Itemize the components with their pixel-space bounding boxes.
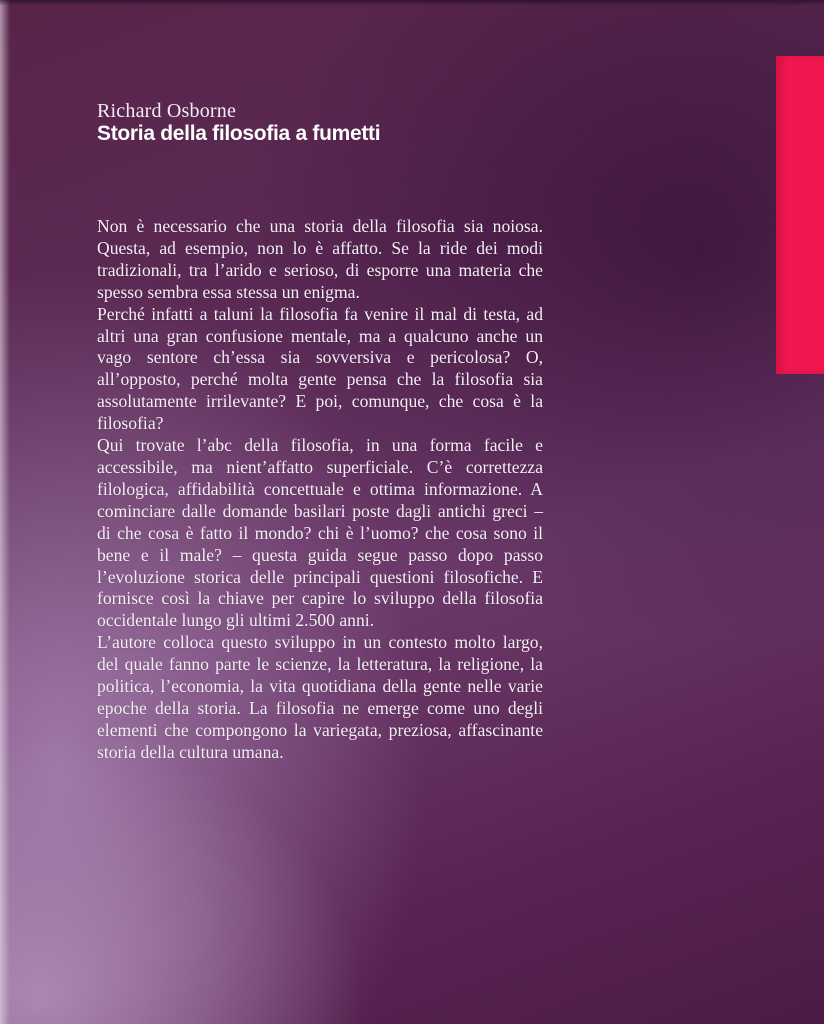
cover-left-edge: [0, 0, 10, 1024]
accent-color-bar: [776, 56, 824, 374]
blurb-paragraph: L’autore colloca questo sviluppo in un contesto molto largo, del quale fanno parte le scienze, la letteratura, la religione, la politica, l’economia, la vita quotidiana della gente nelle varie epoche della storia. La filosofia ne emerge come uno degli elementi che compongono la variegata, preziosa, affascinante storia della cultura umana.: [97, 632, 543, 762]
blurb-paragraph: Non è necessario che una storia della filosofia sia noiosa. Questa, ad esempio, non lo è affatto. Se la ride dei modi tradizionali, tra l’arido e serioso, di esporre una materia che spesso sembra essa stessa un enigma.: [97, 216, 543, 302]
blurb-paragraph: Qui trovate l’abc della filosofia, in una forma facile e accessibile, ma nient’affatto superficiale. C’è correttezza filologica, affidabilità concettuale e ottima informazione. A cominciare dalle domande basilari poste dagli antichi greci – di che cosa è fatto il mondo? chi è l’uomo? che cosa sono il bene e il male? – questa guida segue passo dopo passo l’evoluzione storica delle principali questioni filosofiche. E fornisce così la chiave per capire lo sviluppo della filosofia occidentale lungo gli ultimi 2.500 anni.: [97, 435, 543, 631]
blurb-text: [97, 216, 543, 764]
cover-top-edge: [0, 0, 824, 6]
blurb-paragraph: Perché infatti a taluni la filosofia fa venire il mal di testa, ad altri una gran confusione mentale, ma a qualcuno anche un vago sentore ch’essa sia sovversiva e pericolosa? O, all’opposto, perché molta gente pensa che la filosofia sia assolutamente irrilevante? E poi, comunque, che cosa è la filosofia?: [97, 303, 543, 434]
book-title: Storia della filosofia a fumetti: [97, 122, 381, 145]
author-name: Richard Osborne: [97, 100, 237, 122]
